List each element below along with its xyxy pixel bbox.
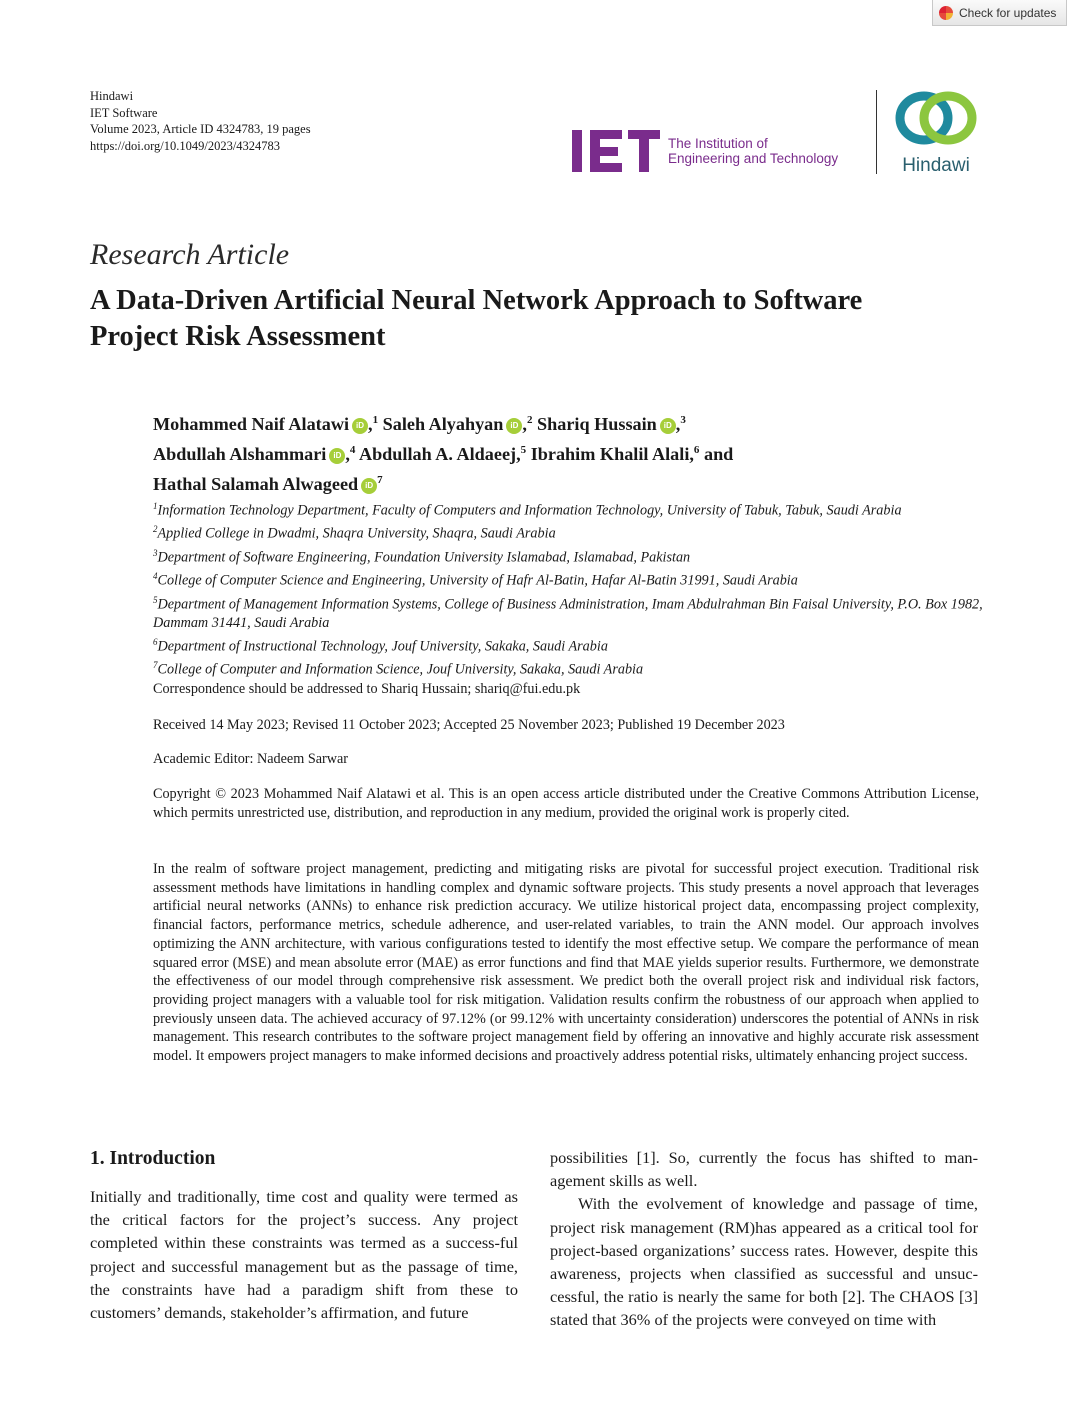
author-affil-sup: 2 [526,414,533,426]
orcid-icon[interactable]: iD [329,448,345,464]
author-name[interactable]: Abdullah A. Aldaeej [358,444,517,465]
iet-logo-mark-icon [572,128,662,174]
author-name[interactable]: Ibrahim Khalil Alali [530,444,690,465]
iet-logo [572,128,838,174]
publication-dates: Received 14 May 2023; Revised 11 October 2023; Accepted 25 November 2023; Published 19 December 2023 [153,717,785,733]
hindawi-rings-icon [891,88,981,152]
journal-meta [90,88,311,154]
doi-link[interactable]: https://doi.org/10.1049/2023/4324783 [90,138,281,153]
author-affil-sup: 7 [377,474,383,487]
author-name[interactable]: Abdullah Alshammari [153,444,327,465]
volume-info: Volume 2023, Article ID 4324783, 19 pages [90,122,311,136]
iet-logo-line1: The Institution of [668,135,768,151]
orcid-icon[interactable]: iD [352,418,368,434]
paragraph: Initially and traditionally, time cost and quality were termed as the critical factors for the project’s success. Any project completed within these constraints was termed as a success-ful project and successful management but as the passage of time, the constraints have had a paradigm shift from these to customers’ demands, stakeholder’s affirmation, and future [90,1187,518,1323]
orcid-icon[interactable]: iD [660,418,676,434]
affiliation-item: $^6$Department of Instructional Technology, Jouf University, Sakaka, Saudi Arabia [153,636,608,655]
affiliation-item: $^2$Applied College in Dwadmi, Shaqra University, Shaqra, Saudi Arabia [153,524,556,543]
affiliation-item: $^3$Department of Software Engineering, Foundation University Islamabad, Islamabad, Pakistan [153,547,691,566]
article-title [90,283,990,355]
author-name[interactable]: Shariq Hussain [537,414,657,435]
and-word: and [703,444,734,465]
orcid-icon[interactable]: iD [506,418,522,434]
intro-left-column [90,1185,518,1324]
logo-divider [876,90,877,174]
check-for-updates-label: Check for updates [959,5,1057,20]
correspondence: Correspondence should be addressed to Shariq Hussain; shariq@fui.edu.pk [153,681,581,697]
section-heading: 1. Introduction [90,1148,216,1169]
author-affil-sup: 3 [680,414,686,426]
academic-editor: Academic Editor: Nadeem Sarwar [153,751,348,767]
affiliation-item: $^4$College of Computer Science and Engineering, University of Hafr Al-Batin, Hafar Al-Batin 31991, Saudi Arabia [153,571,798,590]
author-affil-sup: 6 [693,444,700,457]
author-name[interactable]: Mohammed Naif Alatawi [153,414,350,435]
crossmark-icon [939,6,953,20]
title-line-2: Project Risk Assessment [90,321,386,352]
copyright-notice: Copyright © 2023 Mohammed Naif Alatawi et al. This is an open access article distributed under the Creative Commons Attribution License, which permits unrestricted use, distribution, and reproduction in any medium, provided the original work is properly cited. [153,786,979,821]
abstract: In the realm of software project management, predicting and mitigating risks are pivotal for successful project execution. Traditional risk assessment methods have limitations in handling complex and dynamic software projects. This study presents a novel approach that leverages artificial neural networks (ANNs) to enhance risk prediction accuracy. We utilize historical project data, encompassing project complexity, financial factors, performance metrics, schedule adherence, and user-related variables, to train the ANN model. Our approach involves optimizing the ANN architecture, with various configurations tested to identify the most effective setup. We compare the performance of mean squared error (MSE) and mean absolute error (MAE) as error functions and find that MAE yields superior results. Furthermore, we demonstrate the effectiveness of our model through comprehensive risk assessment. We predict both the overall project risk and individual risk factors, providing project managers with a valuable tool for risk mitigation. Validation results confirm the robustness of our approach when applied to previously unseen data. The achieved accuracy of 97.12% (or 99.12% with uncertainty consideration) underscores the potential of ANNs in risk management. This research contributes to the software project management field by offering an innovative and highly accurate risk assessment model. It empowers project managers to make informed decisions and proactively address potential risks, ultimately enhancing project success. [153,861,979,1065]
iet-logo-text [668,136,838,167]
author-list: Mohammed Naif Alatawi iD ,$^1$ Saleh Alyahyan iD ,$^2$ Shariq Hussain iD ,$^3$ Abdullah Alshammari iD ,$^4$ Abdullah A. Aldaeej,$^5$ Ibrahim Khalil Alali,$^6$ and Hathal Salamah Alwageed iD $^7$ [153,414,734,495]
author-name[interactable]: Hathal Salamah Alwageed [153,474,359,495]
title-line-1: A Data-Driven Artificial Neural Network Approach to Software [90,285,863,316]
intro-right-column [550,1146,978,1332]
iet-logo-line2: Engineering and Technology [668,151,839,166]
affiliation-item: $^5$Department of Management Information Systems, College of Business Administration, Imam Abdulrahman Bin Faisal University, P.O. Box 1982, Dammam 31441, Saudi Arabia [153,594,983,632]
paragraph: With the evolvement of knowledge and passage of time, project risk management (RM)has appeared as a critical tool for project-based organizations’ success rates. However, despite this awareness, projects when classified as successful and unsuc-cessful, the ratio is nearly the same for both [2]. The CHAOS [3] stated that 36% of the projects were conveyed on time with [550,1194,978,1330]
hindawi-logo [890,88,982,177]
author-affil-sup: 1 [372,414,379,426]
author-affil-sup: 5 [520,444,527,457]
article-type: Research Article [90,238,290,271]
publisher-name: Hindawi [90,89,134,103]
check-for-updates-button[interactable] [932,0,1067,26]
affiliation-item: $^7$College of Computer and Information Science, Jouf University, Sakaka, Saudi Arabia [153,660,644,679]
paragraph: possibilities [1]. So, currently the focus has shifted to man-agement skills as well. [550,1148,978,1191]
author-name[interactable]: Saleh Alyahyan [382,414,504,435]
affiliations [153,497,983,680]
hindawi-logo-text: Hindawi [902,155,970,176]
affiliation-item: $^1$Information Technology Department, Faculty of Computers and Information Technology, University of Tabuk, Tabuk, Saudi Arabia [153,501,902,519]
journal-name: IET Software [90,105,158,120]
orcid-icon[interactable]: iD [361,478,377,494]
author-affil-sup: 4 [349,444,356,457]
